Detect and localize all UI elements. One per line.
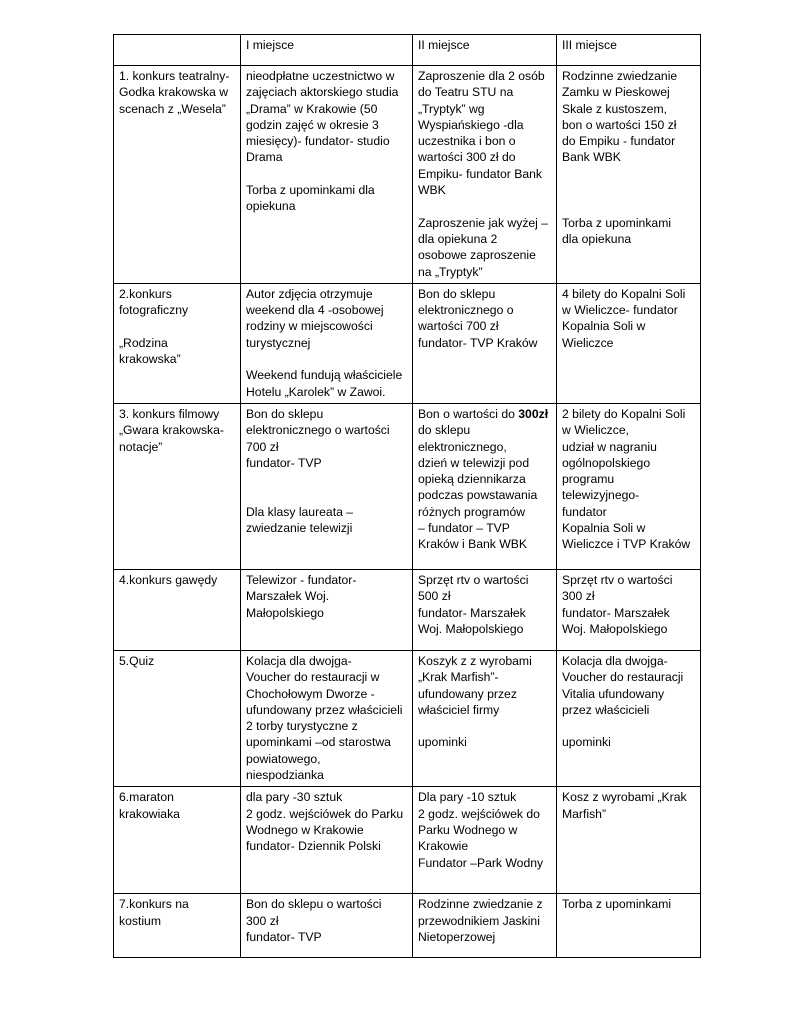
cell-text-line: [246, 471, 407, 487]
cell-text-line: Bon do sklepu: [246, 406, 324, 421]
cell-text-line: Dla pary -10 sztuk: [418, 790, 517, 805]
third-place-cell: [557, 283, 701, 403]
cell-text-line: kostium: [119, 913, 161, 928]
cell-text-line: Rodzinne zwiedzanie: [562, 69, 678, 83]
cell-text-line: Koszyk z z wyrobami: [418, 653, 532, 668]
cell-text-line: przewodnikiem Jaskini: [418, 913, 540, 928]
cell-text-line: [562, 182, 695, 198]
cell-text-line: Sprzęt rtv o wartości: [562, 572, 673, 587]
cell-text-line: ufundowany przez: [418, 686, 517, 701]
cell-text-line: – fundator – TVP: [418, 521, 510, 536]
cell-text-line: elektronicznego o wartości: [246, 423, 390, 438]
cell-text-line: Empiku- fundator Bank: [418, 166, 542, 181]
second-place-cell: [413, 569, 557, 650]
cell-text-line: [562, 198, 695, 214]
cell-text-line: Torba z upominkami: [562, 215, 672, 230]
cell-text-line: uczestnika i bon o: [418, 134, 516, 149]
first-place-cell: [241, 283, 413, 403]
cell-text-line: [418, 718, 551, 734]
cell-text-line: [562, 166, 695, 182]
cell-text-line: 500 zł: [418, 589, 451, 604]
cell-text-line: Zaproszenie jak wyżej –: [418, 215, 549, 230]
cell-text-line: w Wieliczce,: [562, 423, 630, 438]
prize-table: [113, 34, 701, 958]
cell-text-line: Zamku w Pieskowej: [562, 85, 670, 100]
first-place-cell: [241, 650, 413, 786]
third-place-cell: [557, 650, 701, 786]
cell-text-line: Wieliczce i TVP Kraków: [562, 537, 691, 552]
cell-text-line: 3. konkurs filmowy: [119, 406, 220, 421]
cell-text-line: Rodzinne zwiedzanie z: [418, 897, 543, 912]
cell-text-line: do Empiku - fundator: [562, 134, 676, 149]
cell-text-line: do Teatru STU na: [418, 85, 514, 100]
cell-text-line: [562, 718, 695, 734]
cell-text-line: Drama: [246, 150, 283, 165]
cell-text-line: Weekend fundują właściciele: [246, 368, 403, 383]
cell-text-line: Godka krakowska w: [119, 85, 229, 100]
cell-text-line: „Krak Marfish”-: [418, 670, 499, 685]
cell-text-line: upominkami –od starostwa: [246, 735, 391, 750]
header-row: [114, 35, 701, 66]
cell-text-line: 4 bilety do Kopalni Soli: [562, 286, 686, 301]
cell-text-line: Chochołowym Dworze -: [246, 686, 375, 701]
contest-cell: [114, 569, 241, 650]
cell-text-line: Woj. Małopolskiego: [562, 621, 668, 636]
contest-cell: [114, 66, 241, 284]
cell-text-line: na „Tryptyk”: [418, 264, 483, 279]
first-place-cell: [241, 787, 413, 894]
cell-text-line: [246, 166, 407, 182]
cell-text-line: Bon do sklepu: [418, 286, 496, 301]
cell-text-line: Voucher do restauracji: [562, 670, 684, 685]
table-row: [114, 569, 701, 650]
cell-text-line: Bank WBK: [562, 150, 621, 165]
cell-text-line: Wodnego w Krakowie: [246, 822, 364, 837]
cell-text-line: opiekuna: [246, 199, 296, 214]
first-place-cell: [241, 66, 413, 284]
cell-text-line: 300 zł: [562, 589, 595, 604]
cell-text-line: [246, 487, 407, 503]
cell-text-line: WBK: [418, 183, 446, 198]
cell-text-line: upominki: [562, 735, 611, 750]
cell-text-line: Krakowie: [418, 839, 469, 854]
cell-text-line: fundator: [562, 504, 607, 519]
cell-text-line: fundator- Marszałek: [562, 605, 670, 620]
cell-text-line: Torba z upominkami: [562, 897, 672, 912]
cell-text-line: Marszałek Woj.: [246, 589, 330, 604]
cell-text-line: 1. konkurs teatralny-: [119, 69, 230, 83]
cell-text-line: przez właścicieli: [562, 702, 650, 717]
cell-text-line: Hotelu „Karolek” w Zawoi.: [246, 384, 386, 399]
cell-text-line: elektronicznego,: [418, 439, 507, 454]
cell-text-line: „Tryptyk” wg: [418, 101, 485, 116]
cell-text-line: Marfish”: [562, 806, 607, 821]
second-place-cell: [413, 650, 557, 786]
cell-text-line: różnych programów: [418, 504, 526, 519]
table-row: [114, 894, 701, 958]
third-place-cell: [557, 403, 701, 569]
cell-text-line: Sprzęt rtv o wartości: [418, 572, 529, 587]
cell-text-line: fundator- TVP: [246, 455, 322, 470]
cell-text-line: 2.konkurs: [119, 286, 172, 301]
cell-text-line: notacje”: [119, 439, 163, 454]
header-cell-first-place: I miejsce: [241, 35, 413, 66]
table-row: [114, 283, 701, 403]
cell-text-line: 5.Quiz: [119, 653, 155, 668]
cell-text-line: Dla klasy laureata –: [246, 504, 354, 519]
cell-text-line: 6.maraton: [119, 790, 174, 805]
cell-text-line: fotograficzny: [119, 303, 189, 318]
cell-text-line: fundator- TVP: [246, 929, 322, 944]
cell-text-line: 300 zł: [246, 913, 279, 928]
cell-text-line: Skale z kustoszem,: [562, 101, 667, 116]
third-place-cell: [557, 569, 701, 650]
contest-cell: [114, 283, 241, 403]
cell-text-line: 2 godz. wejściówek do Parku: [246, 806, 404, 821]
cell-text-line: fundator- TVP Kraków: [418, 335, 538, 350]
cell-text-line: „Rodzina: [119, 335, 168, 350]
cell-text-line: Voucher do restauracji w: [246, 670, 380, 685]
cell-text-line: podczas powstawania: [418, 488, 538, 503]
cell-text-line: wartości 700 zł: [418, 319, 499, 334]
cell-text-line: dla opiekuna 2: [418, 231, 498, 246]
cell-text-line: Wyspiańskiego -dla: [418, 117, 524, 132]
cell-text-line: nieodpłatne uczestnictwo w: [246, 69, 395, 83]
cell-text-line: 2 torby turystyczne z: [246, 719, 358, 734]
cell-text-line: telewizyjnego-: [562, 488, 640, 503]
cell-text-line: Torba z upominkami dla: [246, 183, 375, 198]
contest-cell: [114, 403, 241, 569]
cell-text-line: Autor zdjęcia otrzymuje: [246, 286, 373, 301]
cell-text-line: miesięcy)- fundator- studio: [246, 134, 390, 149]
contest-cell: [114, 650, 241, 786]
cell-text-line: 7.konkurs na: [119, 897, 189, 912]
cell-text-line: programu: [562, 472, 615, 487]
cell-text-line: do sklepu: [418, 423, 471, 438]
cell-text-line: w Wieliczce- fundator: [562, 303, 678, 318]
cell-text-line: Kolacja dla dwojga-: [562, 653, 668, 668]
cell-text-line: [246, 351, 407, 367]
table-row: [114, 66, 701, 284]
table-row: [114, 787, 701, 894]
cell-text-line: 700 zł: [246, 439, 279, 454]
cell-text-line: 4.konkurs gawędy: [119, 572, 218, 587]
cell-text-line: wartości 300 zł do: [418, 150, 516, 165]
cell-text-line: fundator- Marszałek: [418, 605, 526, 620]
cell-text-line: niespodzianka: [246, 768, 324, 783]
first-place-cell: [241, 403, 413, 569]
cell-text-line: powiatowego,: [246, 751, 321, 766]
cell-text-line: godzin zajęć w okresie 3: [246, 117, 379, 132]
cell-text-line: właściciel firmy: [418, 702, 500, 717]
cell-text-line: fundator- Dziennik Polski: [246, 839, 381, 854]
header-cell-third-place: III miejsce: [557, 35, 701, 66]
cell-text-line: Kolacja dla dwojga-: [246, 653, 352, 668]
cell-text-line: upominki: [418, 735, 467, 750]
cell-text-line: Vitalia ufundowany: [562, 686, 665, 701]
third-place-cell: [557, 787, 701, 894]
header-cell-second-place: II miejsce: [413, 35, 557, 66]
cell-text-line: „Drama” w Krakowie (50: [246, 101, 378, 116]
cell-text-line: 2 godz. wejściówek do: [418, 806, 540, 821]
cell-text-line: scenach z „Wesela”: [119, 101, 226, 116]
cell-text-line: ufundowany przez właścicieli: [246, 702, 403, 717]
cell-text-line: Bon do sklepu o wartości: [246, 897, 382, 912]
table-row: [114, 650, 701, 786]
contest-cell: [114, 894, 241, 958]
cell-text-line: 2 bilety do Kopalni Soli: [562, 406, 686, 421]
first-place-cell: [241, 569, 413, 650]
cell-text-line: Kopalnia Soli w: [562, 319, 646, 334]
cell-text-line: dla pary -30 sztuk: [246, 790, 343, 805]
cell-text-line: „Gwara krakowska-: [119, 423, 224, 438]
cell-text-line: Fundator –Park Wodny: [418, 855, 544, 870]
cell-text-line: [418, 198, 551, 214]
cell-text-line: Parku Wodnego w: [418, 822, 518, 837]
third-place-cell: [557, 894, 701, 958]
cell-text-line: elektronicznego o: [418, 303, 514, 318]
third-place-cell: [557, 66, 701, 284]
cell-text-line: dzień w telewizji pod: [418, 455, 530, 470]
second-place-cell: [413, 403, 557, 569]
header-cell-empty: [114, 35, 241, 66]
second-place-cell: [413, 283, 557, 403]
cell-text-line: turystycznej: [246, 335, 311, 350]
cell-text-line: Kosz z wyrobami „Krak: [562, 790, 687, 805]
cell-text-line: Telewizor - fundator-: [246, 572, 357, 587]
cell-text-line: Woj. Małopolskiego: [418, 621, 524, 636]
table-row: [114, 403, 701, 569]
cell-text-line: osobowe zaproszenie: [418, 248, 536, 263]
cell-text-line: weekend dla 4 -osobowej: [246, 303, 384, 318]
cell-text-line: Wieliczce: [562, 335, 614, 350]
cell-text-line: krakowska”: [119, 352, 181, 367]
cell-text-line: ogólnopolskiego: [562, 455, 651, 470]
cell-text-line: Bon o wartości do 300zł: [418, 406, 549, 421]
cell-text-line: Małopolskiego: [246, 605, 324, 620]
cell-text-line: bon o wartości 150 zł: [562, 117, 677, 132]
cell-text-line: Kopalnia Soli w: [562, 521, 646, 536]
cell-text-line: opieką dziennikarza: [418, 472, 526, 487]
cell-text-line: zwiedzanie telewizji: [246, 521, 353, 536]
first-place-cell: [241, 894, 413, 958]
second-place-cell: [413, 894, 557, 958]
cell-text-line: Kraków i Bank WBK: [418, 537, 528, 552]
cell-text-line: Zaproszenie dla 2 osób: [418, 69, 545, 83]
cell-text-line: zajęciach aktorskiego studia: [246, 85, 399, 100]
cell-text-line: [119, 318, 235, 334]
contest-cell: [114, 787, 241, 894]
second-place-cell: [413, 787, 557, 894]
second-place-cell: [413, 66, 557, 284]
emphasized-amount: 300zł: [518, 406, 549, 421]
cell-text-line: udział w nagraniu: [562, 439, 657, 454]
cell-text-line: rodziny w miejscowości: [246, 319, 373, 334]
cell-text-line: dla opiekuna: [562, 231, 632, 246]
cell-text-line: Nietoperzowej: [418, 929, 496, 944]
cell-text-line: krakowiaka: [119, 806, 180, 821]
